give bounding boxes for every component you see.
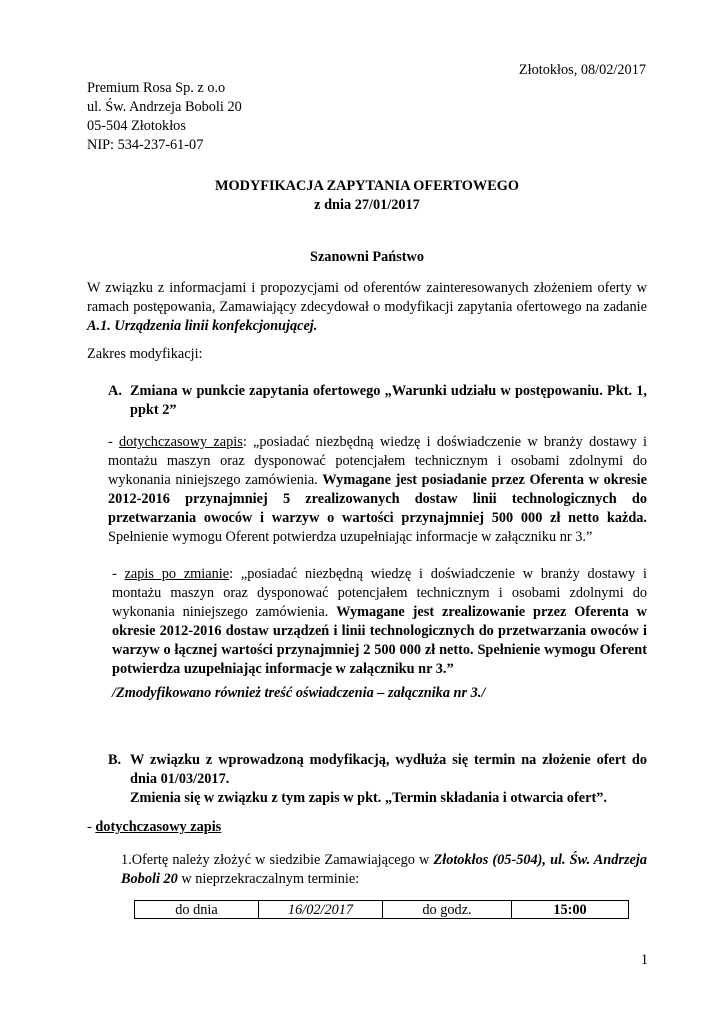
section-b-marker: B. bbox=[108, 752, 122, 768]
title-line-2: z dnia 27/01/2017 bbox=[314, 197, 420, 213]
new-record-label: zapis po zmianie bbox=[124, 566, 230, 582]
section-b-heading: W związku z wprowadzoną modyfikacją, wydłuża się termin na złożenie ofert do dnia 01/03/2017. bbox=[130, 752, 647, 787]
section-b-heading-2: Zmienia się w związku z tym zapis w pkt. „Termin składania i otwarcia ofert”. bbox=[130, 790, 607, 806]
new-requirement: Wymagane jest zrealizowanie przez Oferenta w okresie 2012-2016 dostaw urządzeń i linii technologicznych do przetwarzania owoców i warzyw o łącznej wartości przynajmniej 2 500 000 zł netto. Spełnienie wymogu Oferent potwierdza uzupełniając informacje w załączniku nr 3.” bbox=[112, 604, 647, 677]
deadline-table bbox=[134, 900, 629, 919]
document-title bbox=[87, 177, 647, 215]
intro-task: A.1. Urządzenia linii konfekcjonującej. bbox=[87, 318, 318, 334]
sender-line: NIP: 534-237-61-07 bbox=[87, 137, 204, 153]
sender-line: Premium Rosa Sp. z o.o bbox=[87, 80, 226, 96]
sender-address bbox=[87, 79, 242, 155]
table-row bbox=[135, 901, 629, 919]
sender-line: 05-504 Złotokłos bbox=[87, 118, 186, 134]
page-number: 1 bbox=[640, 952, 648, 968]
section-a-new-paragraph: - zapis po zmianie: „posiadać niezbędną wiedzę i doświadczenie w branży dostawy i montażu maszyn oraz dysponować potencjałem technicznym i osobami zdolnymi do wykonania niniejszego zamówienia. Wymagane jest zrealizowanie przez Oferenta w okresie 2012-2016 dostaw urządzeń i linii technologicznych do przetwarzania owoców i warzyw o łącznej wartości przynajmniej 2 500 000 zł netto. Spełnienie wymogu Oferent potwierdza uzupełniając informacje w załączniku nr 3.” bbox=[112, 566, 647, 677]
table-cell-date: 16/02/2017 bbox=[259, 901, 383, 919]
section-a-heading: Zmiana w punkcie zapytania ofertowego „Warunki udziału w postępowaniu. Pkt. 1, ppkt 2” bbox=[130, 383, 647, 418]
table-cell-time: 15:00 bbox=[512, 901, 629, 919]
sender-line: ul. Św. Andrzeja Boboli 20 bbox=[87, 99, 242, 115]
place-date: Złotokłos, 08/02/2017 bbox=[518, 62, 646, 78]
old-record-label: dotychczasowy zapis bbox=[119, 434, 243, 450]
section-a-note: /Zmodyfikowano również treść oświadczenia – załącznika nr 3./ bbox=[112, 685, 486, 701]
section-b-old-label: - dotychczasowy zapis bbox=[87, 819, 222, 835]
section-a-old-paragraph: - dotychczasowy zapis: „posiadać niezbędną wiedzę i doświadczenie w branży dostawy i montażu maszyn oraz dysponować potencjałem technicznym i osobami zdolnymi do wykonania niniejszego zamówienia. Wymagane jest posiadanie przez Oferenta w okresie 2012-2016 przynajmniej 5 zrealizowanych dostaw linii technologicznych do przetwarzania owoców i warzyw o wartości przynajmniej 500 000 zł netto każda. Spełnienie wymogu Oferent potwierdza uzupełniając informacje w załączniku nr 3.” bbox=[108, 434, 647, 545]
submission-point: 1.Ofertę należy złożyć w siedzibie Zamawiającego w Złotokłos (05-504), ul. Św. Andrzeja Boboli 20 w nieprzekraczalnym terminie: bbox=[121, 852, 647, 887]
section-a-marker: A. bbox=[108, 383, 122, 399]
table-cell-label: do dnia bbox=[135, 901, 259, 919]
scope-label: Zakres modyfikacji: bbox=[87, 346, 203, 362]
title-line-1: MODYFIKACJA ZAPYTANIA OFERTOWEGO bbox=[215, 178, 519, 194]
submission-place: Złotokłos (05-504), ul. Św. Andrzeja Boboli 20 bbox=[121, 852, 647, 887]
intro-paragraph bbox=[87, 279, 647, 336]
salutation: Szanowni Państwo bbox=[310, 249, 424, 265]
table-cell-label: do godz. bbox=[383, 901, 512, 919]
old-requirement: Wymagane jest posiadanie przez Oferenta w okresie 2012-2016 przynajmniej 5 zrealizowanych dostaw linii technologicznych do przetwarzania owoców i warzyw o wartości przynajmniej 500 000 zł netto każda. bbox=[108, 472, 647, 526]
intro-text: W związku z informacjami i propozycjami od oferentów zainteresowanych złożeniem oferty w ramach postępowania, Zamawiający zdecydował o modyfikacji zapytania ofertowego na zadanie bbox=[87, 280, 647, 315]
